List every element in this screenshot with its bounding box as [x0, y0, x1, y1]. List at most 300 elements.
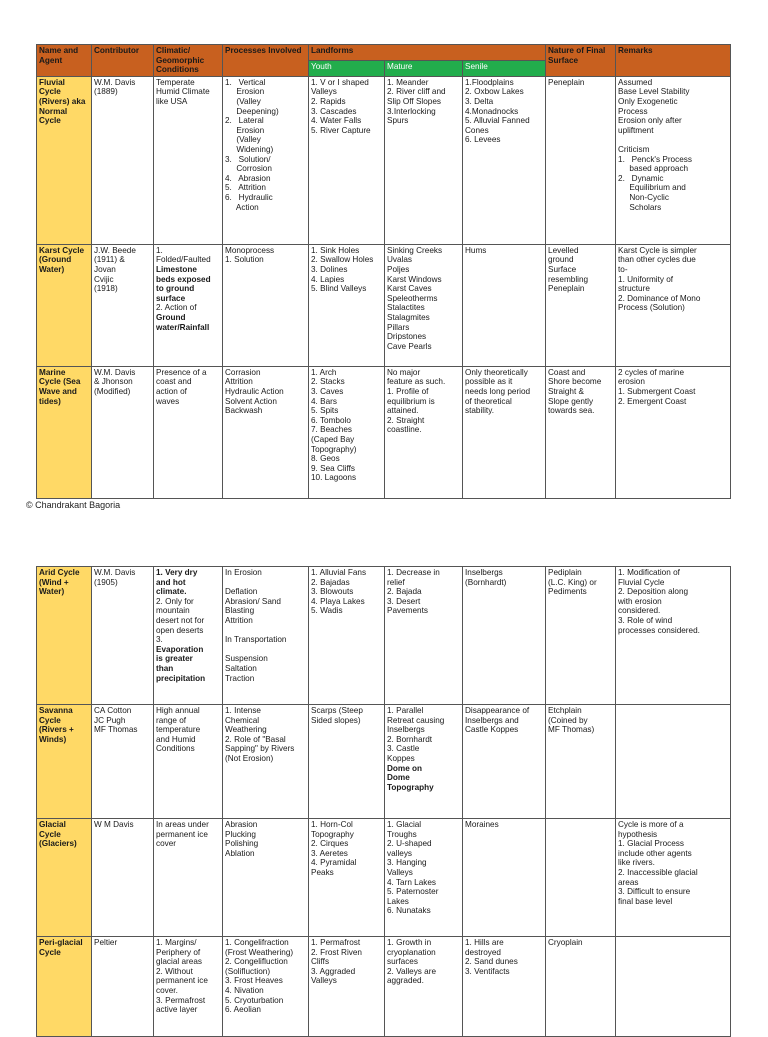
senile-line: possible as it: [465, 377, 513, 387]
processes-line: (Frost Weathering): [225, 947, 294, 957]
contributor-line: W.M. Davis: [94, 568, 136, 577]
processes-line: Deflation: [225, 587, 258, 597]
youth-cell: [309, 705, 385, 819]
processes-line: Corrosion: [225, 164, 272, 174]
youth-line: 9. Sea Cliffs: [311, 463, 355, 473]
table-row: [37, 76, 731, 244]
header-name: Name and Agent: [37, 45, 92, 77]
youth-line: Cliffs: [311, 957, 330, 967]
senile-cell: [463, 567, 546, 705]
remarks-cell: [616, 567, 731, 705]
mature-line: Dome on: [387, 763, 423, 773]
contributor-cell: [92, 76, 154, 244]
remarks-line: Cycle is more of a: [618, 820, 684, 829]
processes-cell: [223, 244, 309, 366]
final-cell: [546, 705, 616, 819]
climatic-line: In areas under: [156, 820, 209, 829]
processes-line: 2. Role of "Basal: [225, 734, 286, 744]
youth-line: 7. Beaches: [311, 425, 352, 435]
final-line: Slope gently: [548, 396, 594, 406]
remarks-line: 1. Uniformity of: [618, 274, 674, 284]
mature-line: Slip Off Slopes: [387, 96, 442, 106]
cycle-name-cell: Marine Cycle (Sea Wave and tides): [37, 366, 92, 498]
climatic-line: Conditions: [156, 744, 195, 754]
mature-line: 2. Valleys are: [387, 966, 436, 976]
cycle-name-cell: Karst Cycle (Ground Water): [37, 244, 92, 366]
youth-line: 2. Swallow Holes: [311, 255, 374, 265]
processes-line: Plucking: [225, 829, 256, 839]
contributor-cell: [92, 937, 154, 1037]
table-row: [37, 937, 731, 1037]
mature-line: Karst Windows: [387, 274, 442, 284]
processes-line: [225, 626, 306, 636]
processes-line: Attrition: [225, 615, 253, 625]
header-mature: Mature: [385, 60, 463, 76]
youth-cell: [309, 819, 385, 937]
mature-cell: [385, 244, 463, 366]
processes-line: 2. Lateral: [225, 116, 264, 126]
processes-line: [225, 578, 306, 588]
table-row: [37, 567, 731, 705]
mature-line: Cave Pearls: [387, 341, 432, 351]
remarks-line: Process: [618, 106, 648, 116]
remarks-cell: [616, 819, 731, 937]
youth-line: 2. Frost Riven: [311, 947, 362, 957]
mature-line: 3. Desert: [387, 596, 421, 606]
processes-line: Saltation: [225, 663, 257, 673]
processes-line: 1. Intense: [225, 706, 261, 715]
mature-line: 2. Straight: [387, 415, 425, 425]
youth-line: 1. Permafrost: [311, 938, 361, 947]
youth-line: Topography: [311, 829, 354, 839]
contributor-line: CA Cotton: [94, 706, 132, 715]
climatic-line: 1. Margins/: [156, 938, 197, 947]
processes-line: Blasting: [225, 606, 255, 616]
remarks-line: Equilibrium and: [618, 183, 686, 193]
processes-line: (Valley: [225, 135, 261, 145]
climatic-cell: [154, 366, 223, 498]
table-row: [37, 819, 731, 937]
processes-line: Monoprocess: [225, 245, 275, 255]
remarks-line: considered.: [618, 606, 661, 616]
senile-line: 1. Hills are: [465, 938, 504, 947]
contributor-line: W M Davis: [94, 820, 134, 829]
final-line: resembling: [548, 274, 589, 284]
remarks-line: upliftment: [618, 125, 654, 135]
mature-line: Stalactites: [387, 303, 425, 313]
senile-line: Inselbergs: [465, 568, 503, 577]
climatic-line: desert not for: [156, 615, 205, 625]
remarks-line: Assumed: [618, 77, 653, 87]
final-line: Cryoplain: [548, 938, 583, 947]
final-line: Surface: [548, 264, 577, 274]
senile-line: of theoretical: [465, 396, 512, 406]
processes-line: Widening): [225, 144, 274, 154]
youth-line: Valleys: [311, 976, 337, 986]
youth-line: Topography): [311, 444, 357, 454]
contributor-line: W.M. Davis: [94, 367, 136, 377]
mature-line: Lakes: [387, 896, 409, 906]
final-line: Pediplain: [548, 568, 582, 577]
processes-line: 1. Vertical: [225, 77, 266, 87]
youth-line: 1. Alluvial Fans: [311, 568, 367, 577]
remarks-line: 2 cycles of marine: [618, 367, 684, 377]
processes-line: 6. Aeolian: [225, 1005, 261, 1015]
mature-cell: [385, 819, 463, 937]
header-remarks: Remarks: [616, 45, 731, 77]
processes-cell: [223, 76, 309, 244]
remarks-line: Erosion only after: [618, 116, 682, 126]
youth-line: Valleys: [311, 87, 337, 97]
mature-line: Koppes: [387, 753, 415, 763]
remarks-line: 1. Penck's Process: [618, 154, 692, 164]
youth-line: 6. Tombolo: [311, 415, 351, 425]
contributor-line: & Jhonson: [94, 377, 133, 387]
senile-line: Cones: [465, 125, 489, 135]
senile-cell: [463, 76, 546, 244]
geomorphic-cycles-table-page1: [36, 44, 731, 499]
contributor-cell: [92, 819, 154, 937]
youth-line: 1. V or I shaped: [311, 77, 369, 87]
processes-line: Action: [225, 202, 259, 212]
remarks-line: 2. Inaccessible glacial: [618, 867, 698, 877]
table-row: [37, 705, 731, 819]
final-line: ground: [548, 255, 574, 265]
remarks-line: 3. Role of wind: [618, 615, 673, 625]
processes-line: Abrasion: [225, 820, 258, 829]
climatic-line: 3. Permafrost: [156, 995, 206, 1005]
mature-line: relief: [387, 577, 405, 587]
processes-cell: [223, 937, 309, 1037]
mature-line: Speleotherms: [387, 293, 438, 303]
climatic-line: beds exposed: [156, 274, 211, 284]
contributor-line: (1911) &: [94, 255, 125, 265]
final-line: (L.C. King) or: [548, 577, 597, 587]
processes-line: Deepening): [225, 106, 279, 116]
senile-line: stability.: [465, 406, 494, 416]
senile-line: 3. Delta: [465, 96, 494, 106]
remarks-line: based approach: [618, 164, 689, 174]
climatic-line: cover: [156, 839, 177, 849]
header-landforms: Landforms: [309, 45, 546, 61]
mature-cell: [385, 567, 463, 705]
mature-line: No major: [387, 367, 421, 377]
mature-line: surfaces: [387, 957, 418, 967]
processes-line: (Solifluction): [225, 966, 271, 976]
mature-line: Inselbergs: [387, 725, 425, 735]
mature-line: Troughs: [387, 829, 417, 839]
senile-line: 3. Ventifacts: [465, 966, 510, 976]
youth-line: 2. Cirques: [311, 839, 349, 849]
climatic-line: 1.: [156, 245, 163, 255]
youth-cell: [309, 567, 385, 705]
senile-cell: [463, 937, 546, 1037]
climatic-line: waves: [156, 396, 180, 406]
youth-line: 3. Aeretes: [311, 848, 348, 858]
senile-line: 2. Sand dunes: [465, 957, 518, 967]
youth-cell: [309, 937, 385, 1037]
remarks-cell: [616, 76, 731, 244]
final-line: Levelled: [548, 245, 579, 255]
mature-cell: [385, 937, 463, 1037]
mature-line: 1. Profile of: [387, 386, 429, 396]
mature-line: equilibrium is: [387, 396, 435, 406]
climatic-line: surface: [156, 293, 186, 303]
remarks-line: than other cycles due: [618, 255, 696, 265]
remarks-line: final base level: [618, 896, 673, 906]
climatic-cell: [154, 567, 223, 705]
climatic-line: cover.: [156, 985, 178, 995]
mature-line: 6. Nunataks: [387, 906, 431, 916]
processes-line: 3. Frost Heaves: [225, 976, 283, 986]
remarks-line: include other agents: [618, 848, 692, 858]
climatic-line: High annual: [156, 706, 200, 715]
mature-line: cryoplanation: [387, 947, 436, 957]
processes-line: Sapping" by Rivers: [225, 744, 295, 754]
remarks-line: 1. Submergent Coast: [618, 386, 696, 396]
processes-line: Attrition: [225, 377, 253, 387]
mature-line: 2. River cliff and: [387, 87, 446, 97]
final-line: Shore become: [548, 377, 602, 387]
senile-line: 6. Levees: [465, 135, 501, 145]
youth-line: 5. Spits: [311, 406, 339, 416]
final-cell: [546, 567, 616, 705]
climatic-line: Humid Climate: [156, 87, 210, 97]
youth-line: 1. Horn-Col: [311, 820, 353, 829]
remarks-line: structure: [618, 284, 650, 294]
youth-line: Scarps (Steep: [311, 706, 363, 715]
climatic-line: like USA: [156, 96, 188, 106]
processes-line: Erosion: [225, 87, 265, 97]
climatic-line: 2. Without: [156, 966, 193, 976]
mature-line: 1. Parallel: [387, 706, 424, 715]
youth-line: 5. Blind Valleys: [311, 284, 367, 294]
contributor-line: W.M. Davis: [94, 77, 136, 87]
mature-line: attained.: [387, 406, 419, 416]
senile-line: Moraines: [465, 820, 499, 829]
contributor-cell: [92, 567, 154, 705]
processes-line: 4. Nivation: [225, 985, 264, 995]
mature-cell: [385, 76, 463, 244]
mature-line: Karst Caves: [387, 284, 432, 294]
mature-line: 3. Hanging: [387, 858, 427, 868]
remarks-line: 3. Difficult to ensure: [618, 887, 691, 897]
mature-line: Valleys: [387, 867, 413, 877]
remarks-line: with erosion: [618, 596, 662, 606]
processes-line: Solvent Action: [225, 396, 277, 406]
senile-line: Only theoretically: [465, 367, 528, 377]
contributor-cell: [92, 705, 154, 819]
header-senile: Senile: [463, 60, 546, 76]
geomorphic-cycles-table-page2: [36, 566, 731, 1037]
cycle-name-cell: Savanna Cycle (Rivers + Winds): [37, 705, 92, 819]
mature-line: 2. U-shaped: [387, 839, 432, 849]
processes-line: (Not Erosion): [225, 753, 274, 763]
climatic-line: Temperate: [156, 77, 195, 87]
processes-line: 5. Cryoturbation: [225, 995, 284, 1005]
contributor-cell: [92, 244, 154, 366]
climatic-line: Ground: [156, 312, 186, 322]
final-cell: [546, 937, 616, 1037]
senile-cell: [463, 366, 546, 498]
cycle-name-cell: Glacial Cycle (Glaciers): [37, 819, 92, 937]
youth-line: 5. Wadis: [311, 606, 343, 616]
senile-line: Inselbergs and: [465, 715, 519, 725]
processes-line: Abrasion/ Sand: [225, 596, 281, 606]
senile-line: destroyed: [465, 947, 501, 957]
climatic-line: 2. Only for: [156, 596, 194, 606]
climatic-line: water/Rainfall: [156, 322, 210, 332]
contributor-line: (1889): [94, 87, 118, 97]
contributor-line: Peltier: [94, 938, 118, 947]
remarks-line: 1. Modification of: [618, 568, 680, 577]
youth-cell: [309, 366, 385, 498]
mature-line: 1. Glacial: [387, 820, 422, 829]
youth-line: 4. Pyramidal: [311, 858, 357, 868]
climatic-line: is greater: [156, 654, 193, 664]
senile-line: Hums: [465, 245, 487, 255]
climatic-line: precipitation: [156, 673, 206, 683]
remarks-cell: [616, 705, 731, 819]
youth-line: 3. Aggraded: [311, 966, 356, 976]
mature-line: valleys: [387, 848, 413, 858]
climatic-cell: [154, 705, 223, 819]
processes-line: 2. Congelifluction: [225, 957, 288, 967]
youth-line: 4. Bars: [311, 396, 337, 406]
climatic-line: range of: [156, 715, 187, 725]
climatic-line: 3.: [156, 635, 163, 645]
contributor-line: (1918): [94, 284, 118, 294]
final-line: MF Thomas): [548, 725, 595, 735]
youth-line: 10. Lagoons: [311, 473, 357, 483]
copyright-notice: © Chandrakant Bagoria: [26, 500, 121, 510]
remarks-cell: [616, 366, 731, 498]
climatic-line: permanent ice: [156, 976, 208, 986]
youth-line: (Caped Bay: [311, 434, 355, 444]
final-line: (Coined by: [548, 715, 588, 725]
climatic-line: temperature: [156, 725, 201, 735]
mature-cell: [385, 705, 463, 819]
processes-cell: [223, 567, 309, 705]
remarks-line: to-: [618, 264, 628, 274]
climatic-line: coast and: [156, 377, 192, 387]
remarks-line: Base Level Stability: [618, 87, 690, 97]
remarks-line: processes considered.: [618, 625, 700, 635]
table-row: [37, 366, 731, 498]
final-line: towards sea.: [548, 406, 595, 416]
final-cell: [546, 819, 616, 937]
remarks-line: Karst Cycle is simpler: [618, 245, 697, 255]
final-line: Coast and: [548, 367, 586, 377]
contributor-line: MF Thomas: [94, 725, 138, 735]
processes-line: (Valley: [225, 96, 261, 106]
cycle-name-cell: Peri-glacial Cycle: [37, 937, 92, 1037]
mature-line: 1. Meander: [387, 77, 429, 87]
climatic-line: 1. Very dry: [156, 568, 198, 577]
processes-line: 1. Congelifraction: [225, 938, 289, 947]
contributor-line: (1905): [94, 577, 118, 587]
climatic-line: mountain: [156, 606, 190, 616]
mature-line: 4. Tarn Lakes: [387, 877, 437, 887]
mature-line: 1. Decrease in: [387, 568, 440, 577]
mature-line: Retreat causing: [387, 715, 445, 725]
mature-line: aggraded.: [387, 976, 424, 986]
youth-line: 3. Caves: [311, 386, 344, 396]
processes-line: 3. Solution/: [225, 154, 271, 164]
remarks-line: Process (Solution): [618, 303, 685, 313]
mature-line: Pavements: [387, 606, 428, 616]
final-cell: [546, 76, 616, 244]
remarks-line: 2. Deposition along: [618, 587, 689, 597]
youth-line: 1. Arch: [311, 367, 337, 377]
climatic-line: than: [156, 663, 174, 673]
remarks-line: 2. Dominance of Mono: [618, 293, 701, 303]
processes-line: Erosion: [225, 125, 265, 135]
senile-line: 2. Oxbow Lakes: [465, 87, 524, 97]
contributor-line: (Modified): [94, 386, 131, 396]
remarks-line: Non-Cyclic: [618, 192, 669, 202]
processes-line: [225, 645, 306, 655]
header-contributor: Contributor: [92, 45, 154, 77]
senile-cell: [463, 244, 546, 366]
processes-line: Corrasion: [225, 367, 261, 377]
mature-line: Dripstones: [387, 332, 427, 342]
mature-line: Sinking Creeks: [387, 245, 443, 255]
senile-line: Castle Koppes: [465, 725, 519, 735]
header-youth: Youth: [309, 60, 385, 76]
contributor-line: Cvijic: [94, 274, 114, 284]
processes-cell: [223, 705, 309, 819]
climatic-line: permanent ice: [156, 829, 208, 839]
youth-line: Sided slopes): [311, 715, 361, 725]
mature-line: 2. Bajada: [387, 587, 422, 597]
final-line: Peneplain: [548, 77, 585, 87]
remarks-line: like rivers.: [618, 858, 655, 868]
youth-line: 5. River Capture: [311, 125, 371, 135]
processes-line: Chemical: [225, 715, 260, 725]
processes-line: In Transportation: [225, 635, 287, 645]
contributor-line: J.W. Beede: [94, 245, 136, 255]
processes-line: 5. Attrition: [225, 183, 266, 193]
youth-line: 2. Stacks: [311, 377, 345, 387]
senile-cell: [463, 819, 546, 937]
senile-line: 4.Monadnocks: [465, 106, 519, 116]
mature-line: 1. Growth in: [387, 938, 432, 947]
header-processes: Processes Involved: [223, 45, 309, 77]
mature-line: coastline.: [387, 425, 422, 435]
remarks-line: Only Exogenetic: [618, 96, 678, 106]
processes-line: Ablation: [225, 848, 255, 858]
youth-line: 4. Playa Lakes: [311, 596, 365, 606]
mature-line: 5. Paternoster: [387, 887, 439, 897]
climatic-line: Presence of a: [156, 367, 207, 377]
youth-line: 8. Geos: [311, 454, 340, 464]
cycle-name-cell: Arid Cycle (Wind + Water): [37, 567, 92, 705]
climatic-cell: [154, 244, 223, 366]
climatic-line: and Humid: [156, 734, 196, 744]
climatic-line: to ground: [156, 284, 195, 294]
youth-cell: [309, 244, 385, 366]
mature-cell: [385, 366, 463, 498]
final-line: Etchplain: [548, 706, 582, 715]
climatic-line: climate.: [156, 587, 187, 597]
climatic-line: action of: [156, 386, 187, 396]
final-line: Peneplain: [548, 284, 585, 294]
climatic-line: Evaporation: [156, 644, 204, 654]
processes-cell: [223, 819, 309, 937]
mature-line: feature as such.: [387, 377, 446, 387]
youth-line: Peaks: [311, 867, 334, 877]
